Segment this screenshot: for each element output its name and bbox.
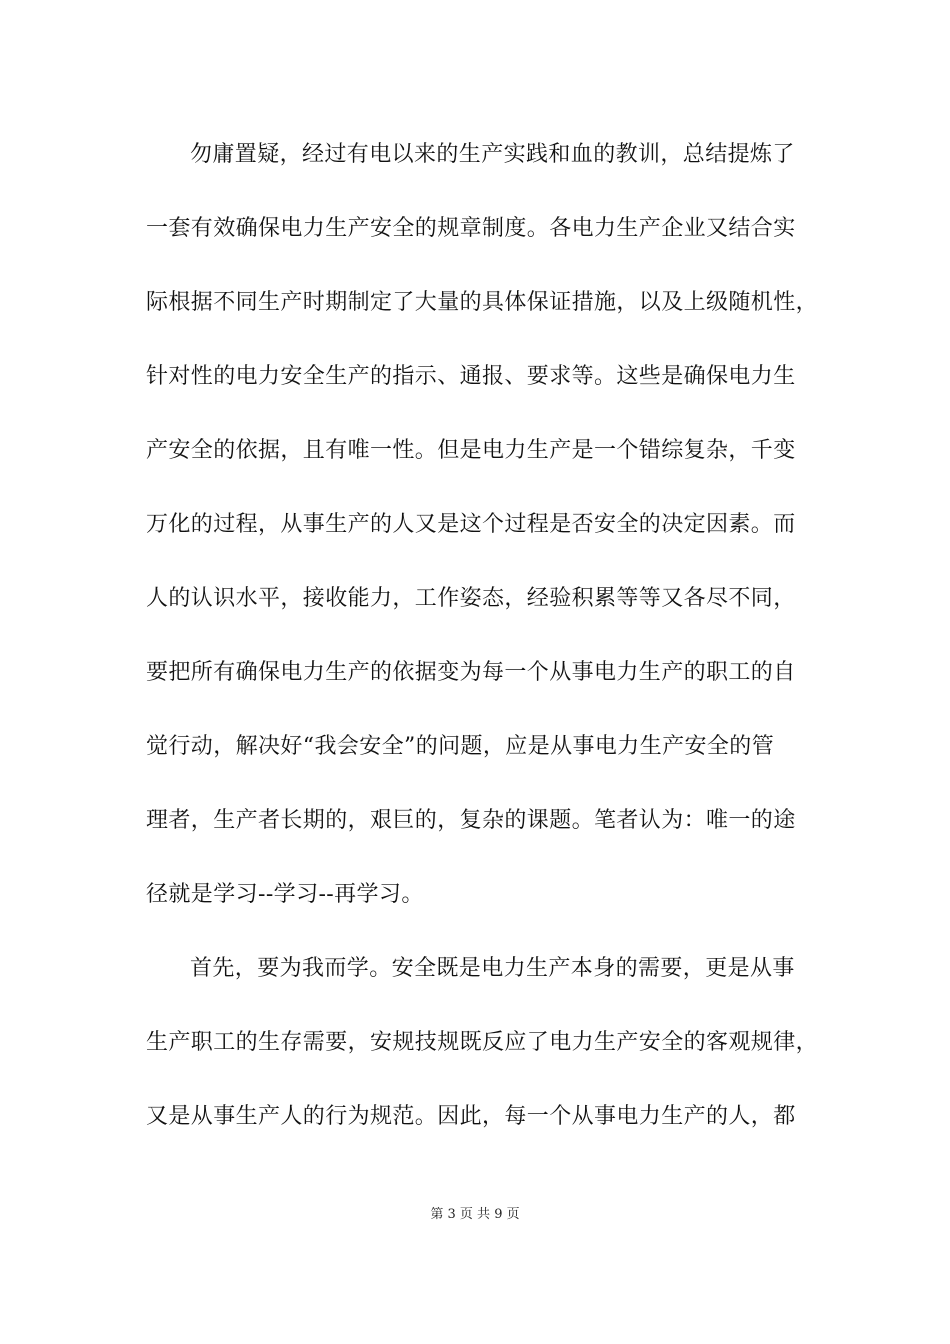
paragraph-line: 产安全的依据，且有唯一性。但是电力生产是一个错综复杂，千变	[146, 438, 796, 463]
paragraph-line: 要把所有确保电力生产的依据变为每一个从事电力生产的职工的自	[146, 660, 796, 685]
paragraph-line: 理者，生产者长期的，艰巨的，复杂的课题。笔者认为：唯一的途	[146, 808, 796, 833]
page-number-footer: 第 3 页 共 9 页	[430, 1207, 520, 1222]
paragraph-line: 首先，要为我而学。安全既是电力生产本身的需要，更是从事	[190, 956, 795, 981]
paragraph-line: 觉行动，解决好“我会安全”的问题，应是从事电力生产安全的管	[146, 734, 775, 759]
paragraph-line: 径就是学习--学习--再学习。	[146, 882, 424, 907]
paragraph-line: 生产职工的生存需要，安规技规既反应了电力生产安全的客观规律，	[146, 1030, 819, 1055]
paragraph-line: 又是从事生产人的行为规范。因此，每一个从事电力生产的人，都	[146, 1104, 796, 1129]
paragraph-line: 人的认识水平，接收能力，工作姿态，经验积累等等又各尽不同，	[146, 586, 796, 611]
paragraph-line: 针对性的电力安全生产的指示、通报、要求等。这些是确保电力生	[146, 364, 796, 389]
paragraph-line: 勿庸置疑，经过有电以来的生产实践和血的教训，总结提炼了	[190, 142, 795, 167]
paragraph-line: 际根据不同生产时期制定了大量的具体保证措施，以及上级随机性，	[146, 290, 819, 315]
paragraph-line: 一套有效确保电力生产安全的规章制度。各电力生产企业又结合实	[146, 216, 796, 241]
paragraph-line: 万化的过程，从事生产的人又是这个过程是否安全的决定因素。而	[146, 512, 796, 537]
